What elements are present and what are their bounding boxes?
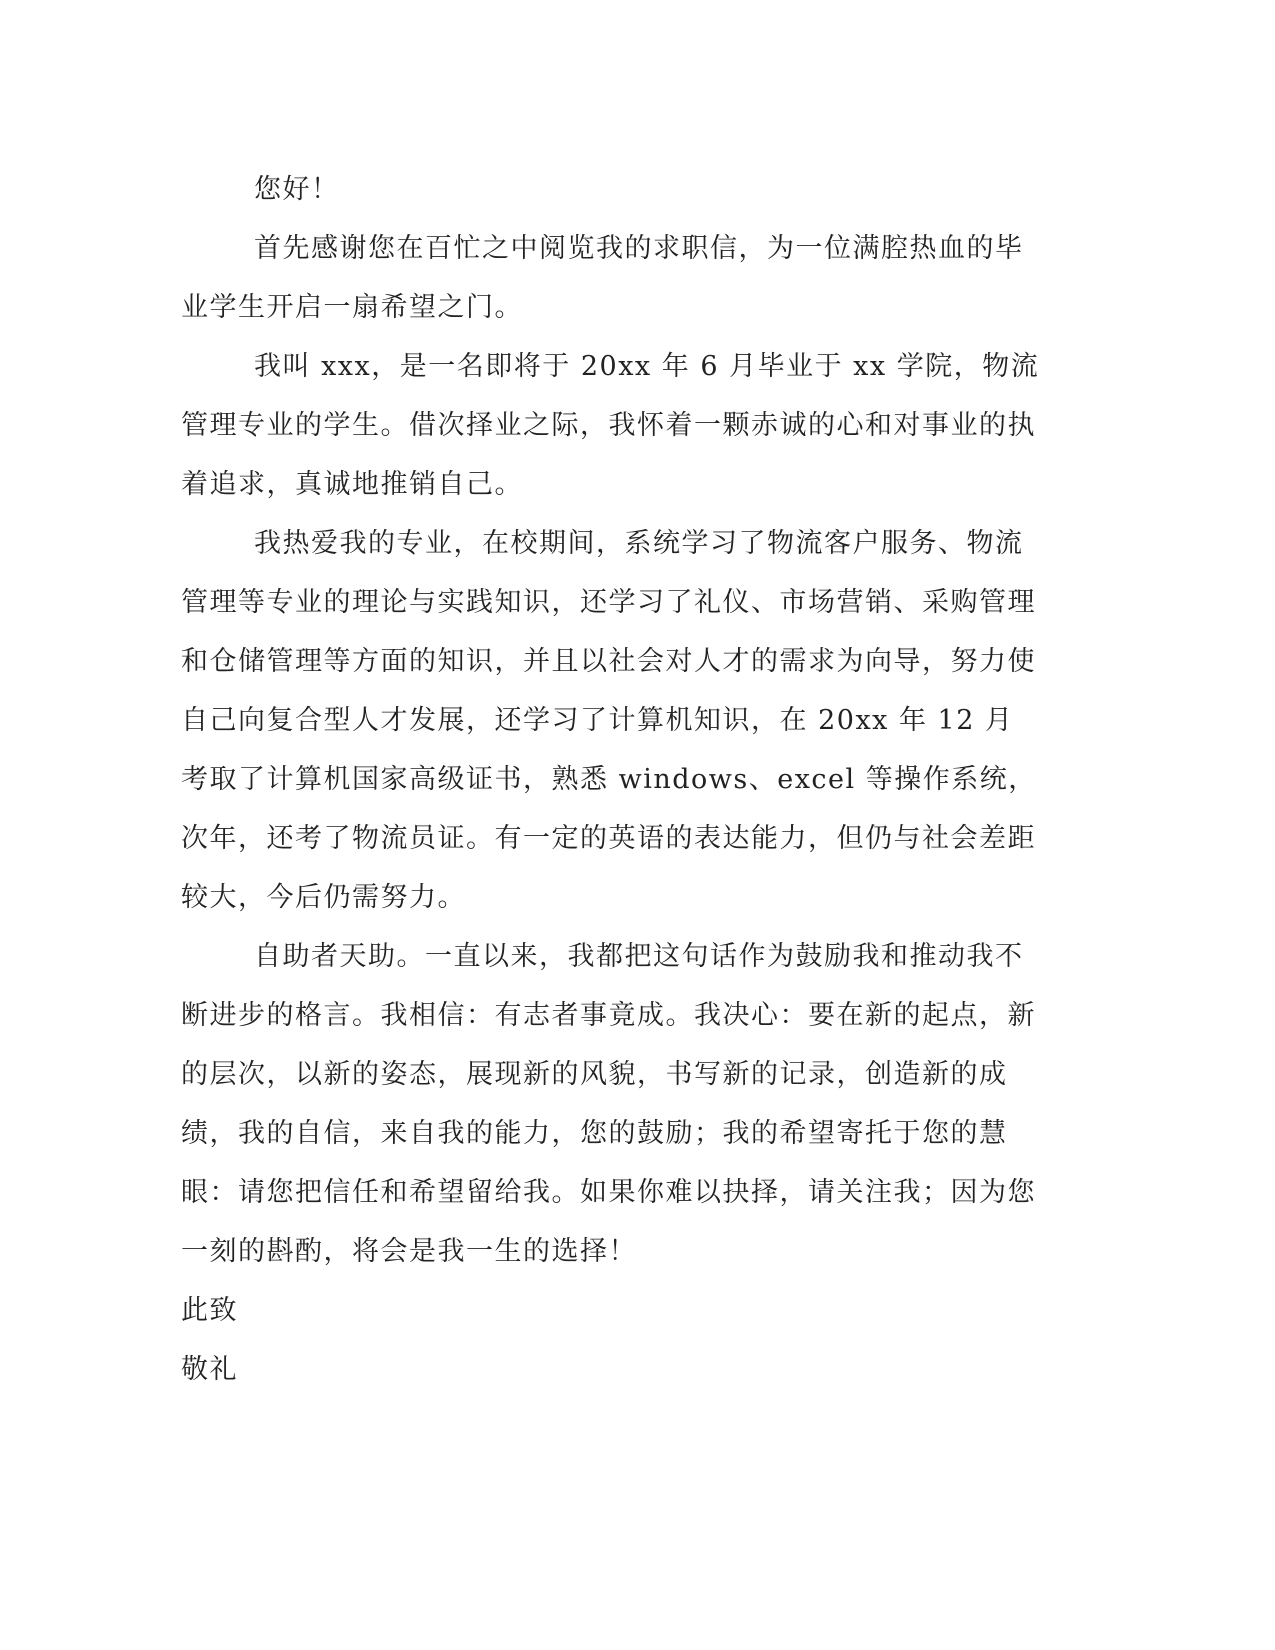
letter-body <box>181 160 1041 1399</box>
letter-paragraph-skills: 我热爱我的专业，在校期间，系统学习了物流客户服务、物流管理等专业的理论与实践知识，还学习了礼仪、市场营销、采购管理和仓储管理等方面的知识，并且以社会对人才的需求为向导，努力使自己向复合型人才发展，还学习了计算机知识，在 20xx 年 12 月考取了计算机国家高级证书，熟悉 windows、excel 等操作系统，次年，还考了物流员证。有一定的英语的表达能力，但仍与社会差距较大，今后仍需努力。 <box>181 528 1037 913</box>
letter-closing-regards: 敬礼 <box>181 1354 238 1385</box>
letter-closing-salutation: 此致 <box>181 1295 238 1326</box>
letter-paragraph-self-introduction: 我叫 xxx，是一名即将于 20xx 年 6 月毕业于 xx 学院，物流管理专业的学生。借次择业之际，我怀着一颗赤诚的心和对事业的执着追求，真诚地推销自己。 <box>181 351 1040 500</box>
letter-paragraph-motto: 自助者天助。一直以来，我都把这句话作为鼓励我和推动我不断进步的格言。我相信：有志者事竟成。我决心：要在新的起点，新的层次，以新的姿态，展现新的风貌，书写新的记录，创造新的成绩，我的自信，来自我的能力，您的鼓励；我的希望寄托于您的慧眼：请您把信任和希望留给我。如果你难以抉择，请关注我；因为您一刻的斟酌，将会是我一生的选择！ <box>181 941 1036 1267</box>
letter-paragraph-intro: 首先感谢您在百忙之中阅览我的求职信，为一位满腔热血的毕业学生开启一扇希望之门。 <box>181 233 1024 323</box>
letter-greeting: 您好！ <box>254 174 340 205</box>
